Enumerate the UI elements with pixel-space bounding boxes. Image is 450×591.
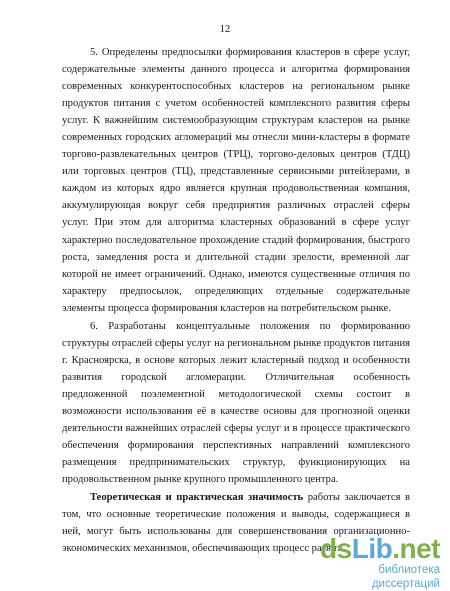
significance-text: работы заключается в том, что основные теоретические положения и выводы, содержащиеся в ней, могут быть использованы для совершенствования организационно-экономических механизмов, обеспечивающих процесс развит bbox=[62, 492, 411, 555]
paragraph-6: 6. Разработаны концептуальные положения по формированию структуры отраслей сферы услуг на региональном рынке продуктов питания г. Красноярска, в основе которых лежит кластерный подход и особенности развития городской агломерации. Отличительная особенность предложенной поэлементной методологической схемы состоит в возможности использования её в качестве основы для прогнозной оценки деятельности важнейших отраслей сферы услуг и в процессе практического обеспечения формирования перспективных направлений комплексного размещения предпринимательских структур, функционирующих на продовольственном рынке крупного промышленного центра. bbox=[62, 320, 410, 486]
document-body bbox=[62, 44, 410, 557]
dslib-watermark bbox=[318, 533, 440, 590]
dslib-logo: dsLib.net bbox=[320, 533, 440, 564]
paragraph-5: 5. Определены предпосылки формирования кластеров в сфере услуг, содержательные элементы данного процесса и алгоритма формирования современных конкурентоспособных кластеров на региональном рынке продуктов питания с учетом особенностей комплексного развития сферы услуг. К важнейшим системообразующим структурам кластеров на рынке современных городских агломераций мы отнесли мини-кластеры в формате торгово-развлекательных центров (ТРЦ), торгово-деловых центров (ТДЦ) или торговых центров (ТЦ), представленные сервисными ритейлерами, в каждом из которых ядро является крупная продовольственная компания, аккумулирующая вокруг себя предприятия различных отраслей сферы услуг. При этом для алгоритма кластерных образований в сфере услуг характерно последовательное прохождение стадий формирования, быстрого роста, замедления роста и длительной стадии зрелости, временной лаг которой не имеет ограничений. Однако, имеются существенные отличия по характеру предпосылок, определяющих отдельные содержательные элементы процесса формирования кластеров на потребительском рынке. bbox=[62, 47, 410, 314]
significance-heading: Теоретическая и практическая значимость bbox=[90, 492, 304, 504]
page-number: 12 bbox=[219, 24, 231, 35]
dslib-subtitle: библиотека диссертаций bbox=[371, 564, 440, 590]
